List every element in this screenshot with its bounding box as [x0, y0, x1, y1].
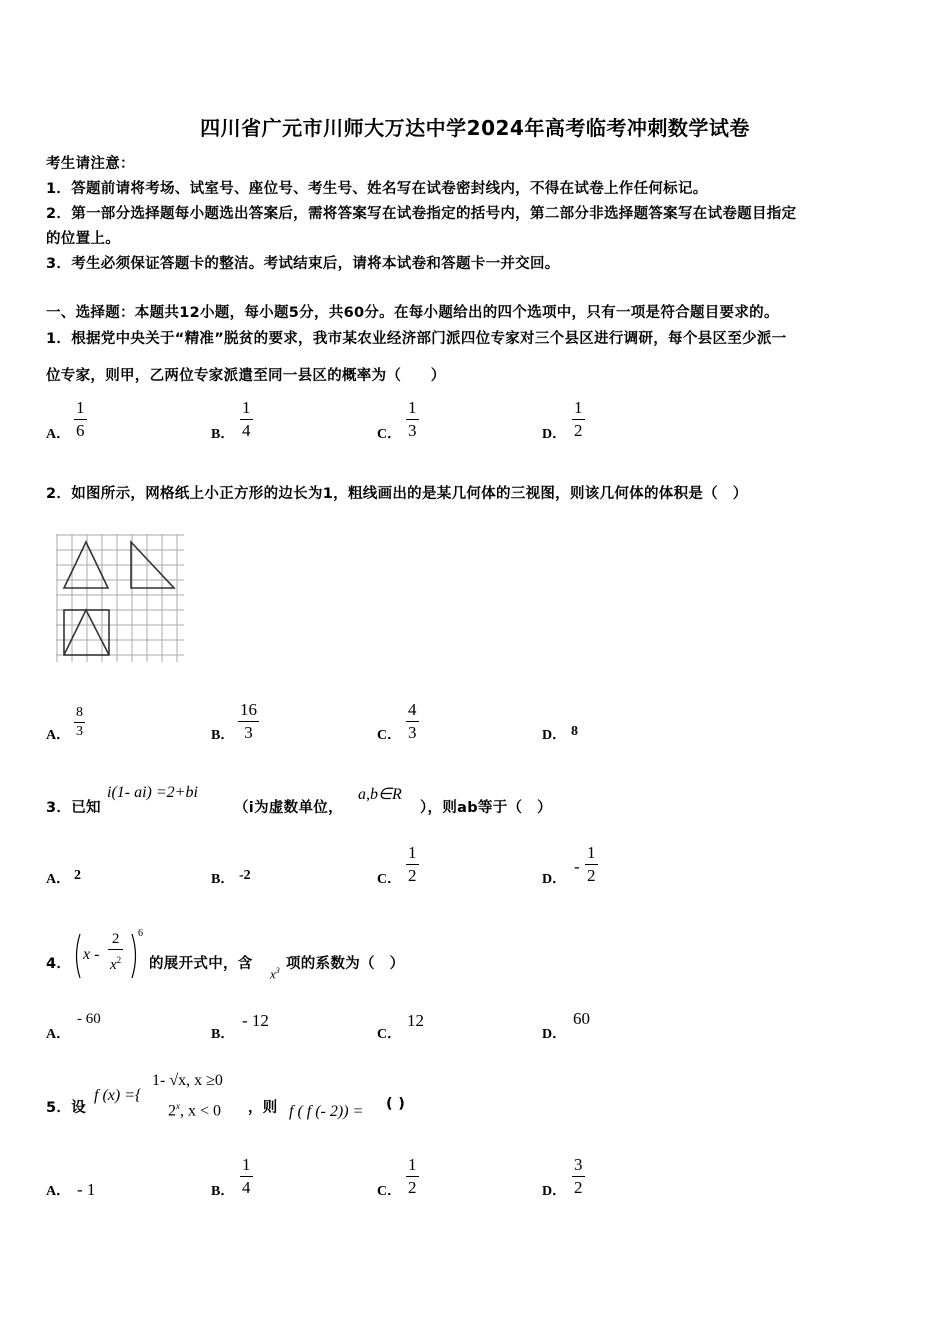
option-a-label: A． — [46, 1184, 71, 1199]
question-5-case-2: 2$^x$, x < 0 — [168, 1101, 222, 1120]
option-b-value: - 12 — [242, 1011, 269, 1030]
notice-heading: 考生请注意： — [46, 156, 135, 172]
option-b-label: B． — [211, 1184, 235, 1199]
question-3-set: a,b∈R — [358, 786, 402, 803]
option-d-fraction: 1 2 — [574, 398, 583, 440]
option-c-fraction: 1 3 — [408, 398, 417, 440]
question-5-case-1: 1- √x, x ≥0 — [152, 1072, 223, 1089]
option-c-label: C． — [377, 1184, 402, 1199]
question-3-mid: （i为虚数单位， — [234, 800, 343, 816]
option-d-label: D． — [542, 872, 567, 887]
option-b-fraction: 1 4 — [242, 1155, 251, 1197]
option-d-label: D． — [542, 728, 567, 743]
option-a-label: A． — [46, 427, 71, 442]
notice-item: 2．第一部分选择题每小题选出答案后，需将答案写在试卷指定的括号内，第二部分非选择题答案写在试卷题目指定 — [46, 206, 797, 222]
section-heading: 一、选择题：本题共12小题，每小题5分，共60分。在每小题给出的四个选项中，只有一项是符合题目要求的。 — [46, 305, 779, 321]
question-5-prefix: 5．设 — [46, 1100, 86, 1116]
question-3-equation: i(1- ai) =2+bi — [107, 784, 198, 801]
option-d-value: 60 — [573, 1009, 590, 1028]
option-a-label: A． — [46, 872, 71, 887]
option-a-value: - 1 — [77, 1180, 96, 1199]
question-1-text: 位专家，则甲，乙两位专家派遣至同一县区的概率为（ ） — [46, 368, 446, 384]
option-b-value: -2 — [239, 868, 251, 883]
question-1-text: 1．根据党中央关于“精准”脱贫的要求，我市某农业经济部门派四位专家对三个县区进行调研，每个县区至少派一 — [46, 331, 787, 347]
notice-item: 的位置上。 — [46, 231, 120, 247]
question-4-term: $x^3$ — [270, 966, 280, 982]
question-2-text: 2．如图所示，网格纸上小正方形的边长为1，粗线画出的是某几何体的三视图，则该几何体的体积是（ ） — [46, 486, 748, 502]
option-d-value: 8 — [571, 724, 578, 739]
option-a-value: 2 — [74, 868, 81, 883]
expression-fraction: 2 $x^2$ — [110, 931, 122, 973]
option-a-label: A． — [46, 728, 71, 743]
option-d-fraction: 3 2 — [574, 1155, 583, 1197]
option-b-label: B． — [211, 427, 235, 442]
option-c-label: C． — [377, 1027, 402, 1042]
option-c-fraction: 1 2 — [408, 1155, 417, 1197]
expression-x: x - — [83, 946, 100, 963]
question-5-function: f (x) ={ — [94, 1087, 142, 1104]
option-a-label: A． — [46, 1027, 71, 1042]
option-a-fraction: 1 6 — [76, 398, 85, 440]
notice-item: 1．答题前请将考场、试室号、座位号、考生号、姓名写在试卷密封线内，不得在试卷上作任何标记。 — [46, 181, 708, 197]
grid-lines — [56, 534, 184, 662]
option-c-label: C． — [377, 872, 402, 887]
option-d-label: D． — [542, 427, 567, 442]
option-d-label: D． — [542, 1027, 567, 1042]
option-b-fraction: 16 3 — [240, 700, 257, 742]
option-b-label: B． — [211, 728, 235, 743]
option-c-fraction: 4 3 — [408, 700, 417, 742]
option-d-label: D． — [542, 1184, 567, 1199]
page-title: 四川省广元市川师大万达中学2024年高考临考冲刺数学试卷 — [200, 116, 750, 140]
option-c-label: C． — [377, 728, 402, 743]
option-c-value: 12 — [407, 1011, 424, 1030]
question-5-mid: ，则 — [248, 1100, 278, 1116]
three-view-figure — [52, 530, 186, 664]
option-b-label: B． — [211, 872, 235, 887]
option-a-value: - 60 — [77, 1011, 101, 1027]
question-4-suffix: 项的系数为（ ） — [286, 956, 405, 972]
option-b-fraction: 1 4 — [242, 398, 251, 440]
question-3-prefix: 3．已知 — [46, 800, 101, 816]
option-c-fraction: 1 2 — [408, 843, 417, 885]
question-5-ask: f ( f (- 2)) = — [289, 1103, 364, 1120]
question-4-mid: 的展开式中，含 — [149, 956, 253, 972]
option-d-sign: - — [574, 857, 580, 876]
option-c-label: C． — [377, 427, 402, 442]
option-b-label: B． — [211, 1027, 235, 1042]
notice-item: 3．考生必须保证答题卡的整洁。考试结束后，请将本试卷和答题卡一并交回。 — [46, 256, 560, 272]
option-a-fraction: 8 3 — [76, 705, 83, 739]
expression-power: 6 — [138, 928, 143, 939]
question-4-prefix: 4． — [46, 956, 72, 972]
question-3-suffix: ），则ab等于（ ） — [420, 800, 552, 816]
option-d-fraction: 1 2 — [587, 843, 596, 885]
question-5-suffix: ( ) — [386, 1096, 406, 1112]
